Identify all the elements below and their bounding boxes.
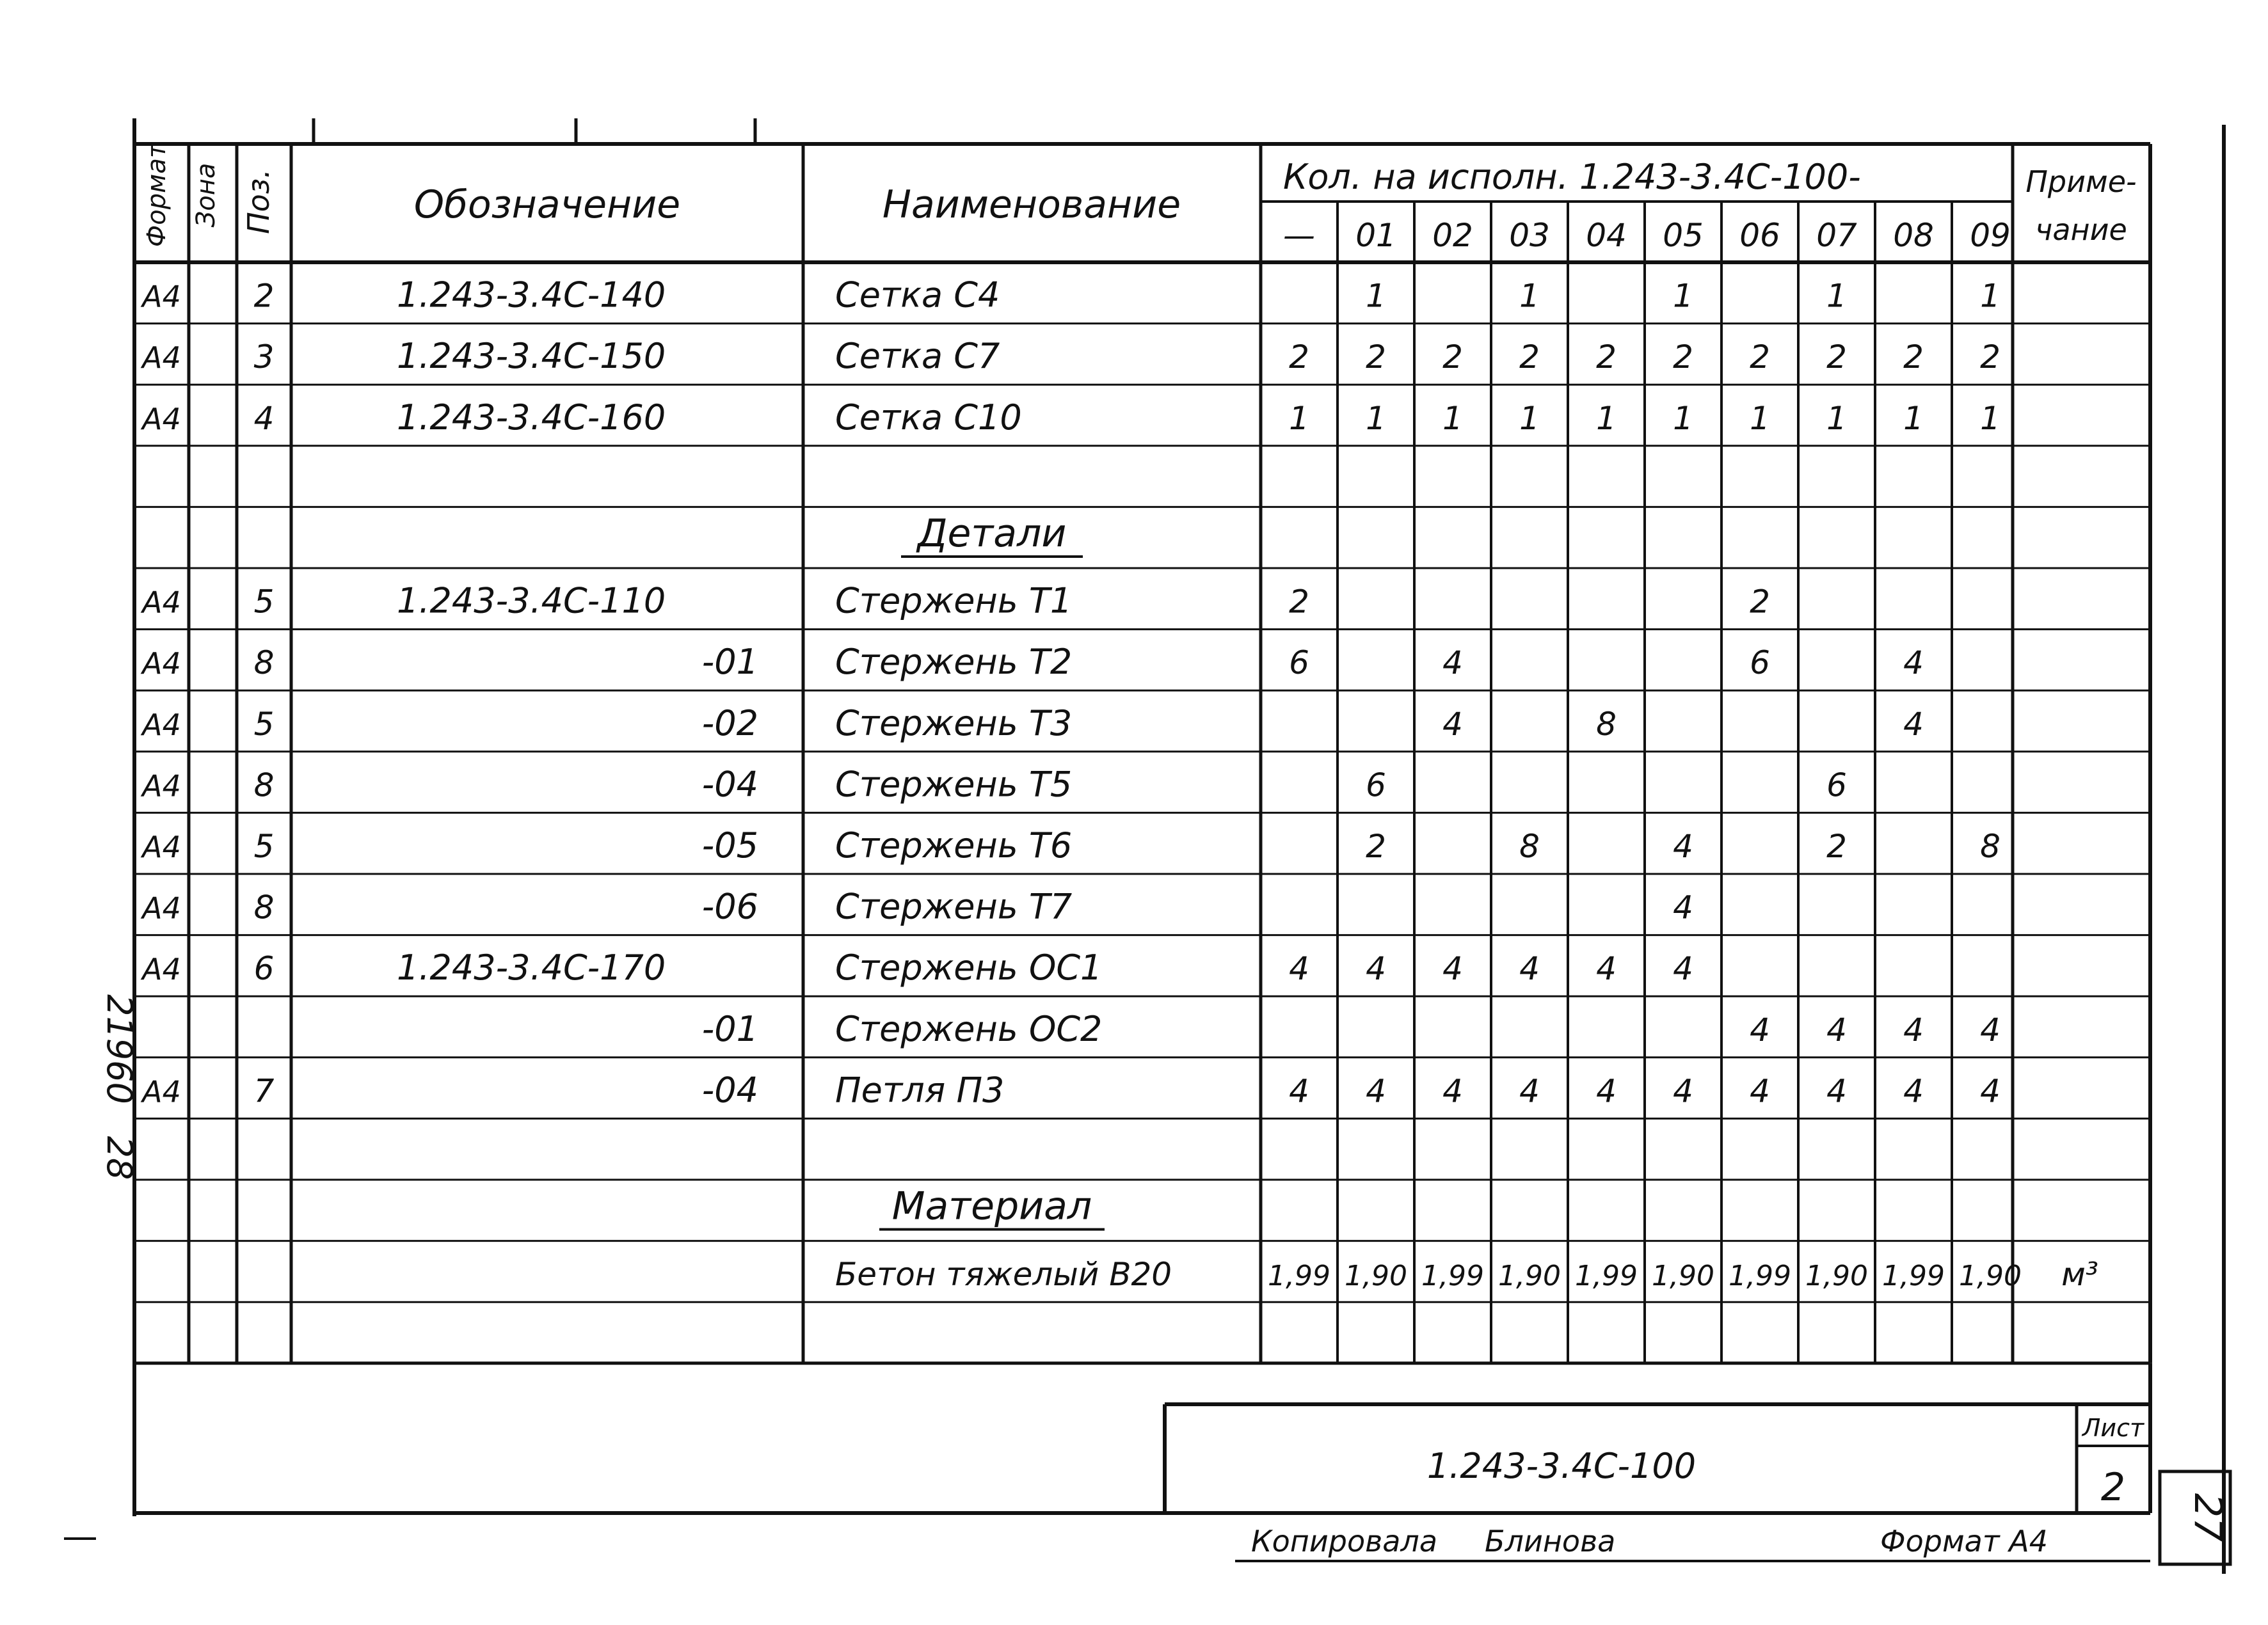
row-qty: 1,99	[1268, 1260, 1330, 1293]
row-designation: 1.243-3.4С-140	[397, 274, 666, 315]
header-variant-1: 01	[1355, 217, 1396, 254]
row-qty: 6	[1366, 766, 1386, 804]
row-qty: 2	[1366, 338, 1386, 376]
row-format: A4	[142, 585, 181, 620]
row-qty: 1	[1673, 399, 1693, 437]
header-variant-2: 02	[1432, 217, 1473, 254]
row-qty: 1	[1519, 399, 1540, 437]
row-format: A4	[142, 768, 181, 804]
row-qty: 4	[1903, 1011, 1924, 1049]
row-qty: 4	[1519, 950, 1540, 988]
row-pos: 2	[253, 277, 275, 315]
row-format: A4	[142, 646, 181, 681]
row-qty: 2	[1750, 583, 1770, 621]
stamp-sheet-label: Лист	[2082, 1414, 2144, 1442]
section-title: Материал	[891, 1184, 1092, 1229]
stamp-code: 1.243-3.4С-100	[1426, 1446, 1697, 1486]
row-qty: 2	[1442, 338, 1463, 376]
row-qty: 1	[1519, 277, 1540, 315]
header-zone: Зона	[191, 162, 221, 228]
row-qty: 6	[1750, 644, 1770, 682]
row-qty: 4	[1442, 644, 1463, 682]
row-pos: 5	[253, 828, 275, 865]
row-name: Сетка С10	[835, 397, 1022, 438]
row-qty: 4	[1750, 1072, 1770, 1110]
row-qty: 1	[1442, 399, 1463, 437]
row-qty: 2	[1596, 338, 1617, 376]
row-name: Стержень Т6	[835, 825, 1073, 866]
section-title: Детали	[917, 511, 1067, 556]
row-qty: 1,99	[1421, 1260, 1484, 1293]
row-qty: 2	[1980, 338, 2000, 376]
row-qty: 4	[1366, 950, 1386, 988]
row-designation: -01	[701, 642, 758, 683]
row-qty: 6	[1826, 766, 1847, 804]
row-format: A4	[142, 279, 181, 314]
row-pos: 8	[253, 889, 275, 926]
header-variant-7: 07	[1816, 217, 1857, 254]
row-qty: 4	[1826, 1072, 1847, 1110]
row-pos: 5	[253, 583, 275, 621]
stamp-sheet-number: 2	[2100, 1465, 2126, 1510]
row-note: м³	[2061, 1256, 2098, 1294]
row-qty: 4	[1673, 889, 1693, 926]
row-qty: 1	[1673, 277, 1693, 315]
row-designation: -04	[701, 764, 758, 805]
row-pos: 6	[253, 950, 275, 988]
row-designation: 1.243-3.4С-160	[397, 397, 666, 438]
header-variant-9: 09	[1970, 217, 2011, 254]
row-qty: 2	[1673, 338, 1693, 376]
row-name: Бетон тяжелый В20	[835, 1256, 1172, 1294]
row-qty: 1	[1826, 277, 1847, 315]
row-name: Сетка С7	[835, 336, 1000, 377]
row-qty: 1	[1366, 277, 1386, 315]
row-pos: 7	[253, 1072, 275, 1110]
row-name: Стержень Т2	[835, 642, 1073, 683]
row-qty: 1	[1980, 277, 2000, 315]
row-qty: 4	[1442, 950, 1463, 988]
row-qty: 4	[1980, 1072, 2000, 1110]
header-designation: Обозначение	[413, 182, 681, 227]
row-qty: 4	[1903, 644, 1924, 682]
row-qty: 1,99	[1575, 1260, 1638, 1293]
row-format: A4	[142, 340, 181, 376]
row-format: A4	[142, 830, 181, 864]
row-qty: 4	[1750, 1011, 1770, 1049]
row-name: Стержень Т3	[835, 702, 1073, 743]
row-qty: 2	[1903, 338, 1924, 376]
row-pos: 8	[253, 766, 275, 804]
row-qty: 1	[1289, 399, 1309, 437]
row-qty: 1,90	[1805, 1260, 1868, 1293]
row-qty: 4	[1596, 1072, 1617, 1110]
row-name: Стержень Т1	[835, 580, 1073, 621]
row-qty: 2	[1750, 338, 1770, 376]
row-qty: 4	[1442, 705, 1463, 743]
row-qty: 1	[1826, 399, 1847, 437]
row-qty: 2	[1519, 338, 1540, 376]
row-qty: 1,90	[1652, 1260, 1714, 1293]
inventory-subnumber: 28	[99, 1136, 140, 1180]
row-qty: 6	[1289, 644, 1309, 682]
row-qty: 2	[1366, 828, 1386, 865]
row-qty: 4	[1673, 828, 1693, 865]
row-qty: 1	[1903, 399, 1924, 437]
row-qty: 1,90	[1498, 1260, 1561, 1293]
footer-copied-label: Копировала	[1251, 1524, 1438, 1558]
row-qty: 1,99	[1882, 1260, 1945, 1293]
row-qty: 4	[1289, 1072, 1309, 1110]
row-pos: 4	[253, 399, 275, 437]
row-qty: 8	[1519, 828, 1540, 865]
row-qty: 4	[1673, 1072, 1693, 1110]
row-qty: 1,90	[1959, 1260, 2022, 1293]
row-qty: 4	[1442, 1072, 1463, 1110]
row-qty: 4	[1366, 1072, 1386, 1110]
row-qty: 4	[1903, 1072, 1924, 1110]
row-format: A4	[142, 891, 181, 926]
row-name: Петля П3	[835, 1070, 1005, 1111]
row-qty: 1	[1750, 399, 1770, 437]
footer-copied-name: Блинова	[1485, 1524, 1616, 1558]
header-variant-0: —	[1283, 217, 1315, 254]
row-qty: 2	[1289, 338, 1309, 376]
row-format: A4	[142, 401, 181, 436]
header-note-1: Приме-	[2025, 164, 2137, 199]
header-variant-6: 06	[1739, 217, 1780, 254]
row-pos: 8	[253, 644, 275, 682]
row-designation: 1.243-3.4С-110	[397, 580, 666, 621]
row-name: Стержень Т5	[835, 764, 1073, 805]
row-pos: 3	[253, 338, 275, 376]
header-note-2: чание	[2035, 212, 2127, 247]
row-designation: 1.243-3.4С-170	[397, 947, 666, 988]
row-designation: -06	[701, 886, 758, 927]
row-name: Стержень ОС1	[835, 947, 1103, 988]
row-qty: 4	[1596, 950, 1617, 988]
header-format: Формат	[142, 143, 172, 248]
row-qty: 1,99	[1729, 1260, 1791, 1293]
page-number: 27	[2185, 1493, 2230, 1542]
row-qty: 4	[1903, 705, 1924, 743]
row-format: A4	[142, 952, 181, 987]
header-pos: Поз.	[241, 169, 276, 234]
row-qty: 4	[1980, 1011, 2000, 1049]
row-qty: 2	[1289, 583, 1309, 621]
header-name: Наименование	[882, 182, 1181, 227]
row-designation: -04	[701, 1070, 758, 1111]
row-qty: 4	[1673, 950, 1693, 988]
inventory-number: 21960	[99, 994, 140, 1104]
row-designation: -02	[701, 702, 758, 743]
header-qty: Кол. на исполн. 1.243-3.4С-100-	[1283, 157, 1861, 197]
row-name: Стержень ОС2	[835, 1008, 1103, 1049]
row-designation: 1.243-3.4С-150	[397, 336, 666, 377]
row-qty: 1	[1366, 399, 1386, 437]
header-variant-8: 08	[1893, 217, 1934, 254]
row-qty: 1,90	[1345, 1260, 1407, 1293]
row-qty: 8	[1980, 828, 2000, 865]
row-format: A4	[142, 707, 181, 742]
row-pos: 5	[253, 705, 275, 743]
row-format: A4	[142, 1074, 181, 1109]
row-qty: 4	[1519, 1072, 1540, 1110]
row-qty: 8	[1596, 705, 1617, 743]
header-variant-3: 03	[1509, 217, 1550, 254]
header-variant-4: 04	[1586, 217, 1627, 254]
row-qty: 2	[1826, 338, 1847, 376]
header-variant-5: 05	[1663, 217, 1704, 254]
footer-format: Формат А4	[1880, 1524, 2048, 1558]
row-designation: -01	[701, 1008, 758, 1049]
row-name: Стержень Т7	[835, 886, 1073, 927]
row-qty: 1	[1980, 399, 2000, 437]
row-name: Сетка С4	[835, 274, 1000, 315]
row-qty: 4	[1289, 950, 1309, 988]
row-designation: -05	[701, 825, 758, 866]
row-qty: 2	[1826, 828, 1847, 865]
row-qty: 1	[1596, 399, 1617, 437]
row-qty: 4	[1826, 1011, 1847, 1049]
